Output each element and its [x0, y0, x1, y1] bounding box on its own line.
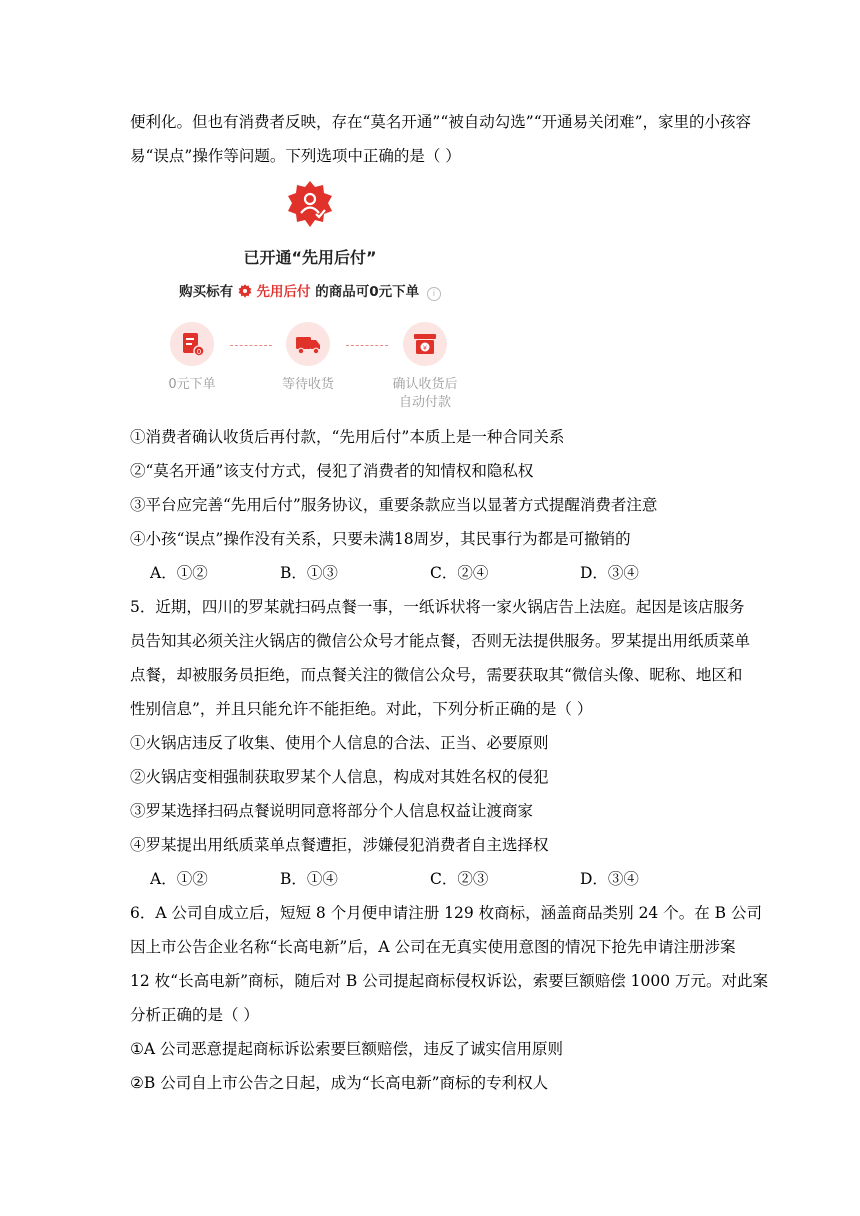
q4-statement-3: ③平台应完善“先用后付”服务协议，重要条款应当以显著方式提醒消费者注意	[130, 496, 658, 514]
receipt-step-icon	[170, 322, 214, 366]
q4-option-c[interactable]: C．②④	[430, 564, 489, 582]
q5-option-b[interactable]: B．①④	[280, 870, 338, 888]
q6-stem-line-2: 因上市公告企业名称“长高电新”后，A 公司在无真实使用意图的情况下抢先申请注册涉案	[130, 938, 736, 956]
q6-stem-line-1: 6．A 公司自成立后，短短 8 个月便申请注册 129 枚商标，涵盖商品类别 24 个。在 B 公司	[130, 904, 762, 922]
q5-statement-2: ②火锅店变相强制获取罗某个人信息，构成对其姓名权的侵犯	[130, 768, 549, 786]
intro-line-1: 便利化。但也有消费者反映，存在“莫名开通”“被自动勾选”“开通易关闭难”，家里的小孩容	[130, 113, 752, 131]
q5-stem-line-1: 5．近期，四川的罗某就扫码点餐一事，一纸诉状将一家火锅店告上法庭。起因是该店服务	[130, 598, 745, 616]
receipt-icon	[170, 322, 214, 366]
q5-statement-4: ④罗某提出用纸质菜单点餐遭拒，涉嫌侵犯消费者自主选择权	[130, 836, 549, 854]
q4-statement-2: ②“莫名开通”该支付方式，侵犯了消费者的知情权和隐私权	[130, 462, 534, 480]
q4-option-a[interactable]: A．①②	[150, 564, 208, 582]
figure-subtitle-before: 购买标有	[179, 284, 234, 300]
dash-connector-1	[230, 345, 272, 346]
pay-later-badge-icon	[286, 180, 334, 228]
truck-icon	[286, 322, 330, 366]
figure-subtitle	[160, 280, 460, 301]
q5-option-a[interactable]: A．①②	[150, 870, 208, 888]
q5-option-c[interactable]: C．②③	[430, 870, 489, 888]
q4-option-d[interactable]: D．③④	[580, 564, 639, 582]
step-label-1-line-1: 0元下单	[168, 377, 216, 392]
figure-title: 已开通“先用后付”	[243, 248, 377, 267]
figure-subtitle-red: 先用后付	[256, 284, 311, 300]
q5-statement-1: ①火锅店违反了收集、使用个人信息的合法、正当、必要原则	[130, 734, 549, 752]
dash-connector-2	[346, 345, 388, 346]
mini-badge-icon	[238, 284, 252, 298]
q5-stem-line-4: 性别信息”，并且只能允许不能拒绝。对此，下列分析正确的是（ ）	[130, 700, 593, 718]
q5-statement-3: ③罗某选择扫码点餐说明同意将部分个人信息权益让渡商家	[130, 802, 534, 820]
step-label-1	[147, 376, 237, 394]
q6-stem-line-4: 分析正确的是（ ）	[130, 1006, 259, 1024]
box-step-icon	[403, 322, 447, 366]
q6-statement-1: ①A 公司恶意提起商标诉讼索要巨额赔偿，违反了诚实信用原则	[130, 1040, 564, 1058]
q5-stem-line-2: 员告知其必须关注火锅店的微信公众号才能点餐，否则无法提供服务。罗某提出用纸质菜单	[130, 632, 751, 650]
step-label-3-line-1: 确认收货后	[392, 377, 458, 392]
truck-step-icon	[286, 322, 330, 366]
q6-stem-line-3: 12 枚“长高电新”商标，随后对 B 公司提起商标侵权诉讼，索要巨额赔偿 1000 万元。对此案	[130, 972, 769, 990]
intro-line-2: 易“误点”操作等问题。下列选项中正确的是（ ）	[130, 147, 461, 165]
box-icon	[403, 322, 447, 366]
q4-statement-1: ①消费者确认收货后再付款，“先用后付”本质上是一种合同关系	[130, 428, 565, 446]
step-label-3-line-2: 自动付款	[398, 395, 451, 410]
step-label-2-line-1: 等待收货	[281, 377, 334, 392]
q5-stem-line-3: 点餐，却被服务员拒绝，而点餐关注的微信公众号，需要获取其“微信头像、昵称、地区和	[130, 666, 743, 684]
q4-statement-4: ④小孩“误点”操作没有关系，只要未满18周岁，其民事行为都是可撤销的	[130, 530, 631, 548]
q4-option-b[interactable]: B．①③	[280, 564, 338, 582]
step-label-2	[263, 376, 353, 394]
info-icon: i	[427, 287, 441, 301]
figure-subtitle-after: 的商品可0元下单	[315, 284, 420, 300]
svg-text:¥: ¥	[422, 344, 428, 352]
q6-statement-2: ②B 公司自上市公告之日起，成为“长高电新”商标的专利权人	[130, 1074, 549, 1092]
pay-later-figure	[160, 175, 460, 415]
q5-option-d[interactable]: D．③④	[580, 870, 639, 888]
step-label-3	[380, 376, 470, 412]
svg-text:0: 0	[196, 348, 202, 356]
